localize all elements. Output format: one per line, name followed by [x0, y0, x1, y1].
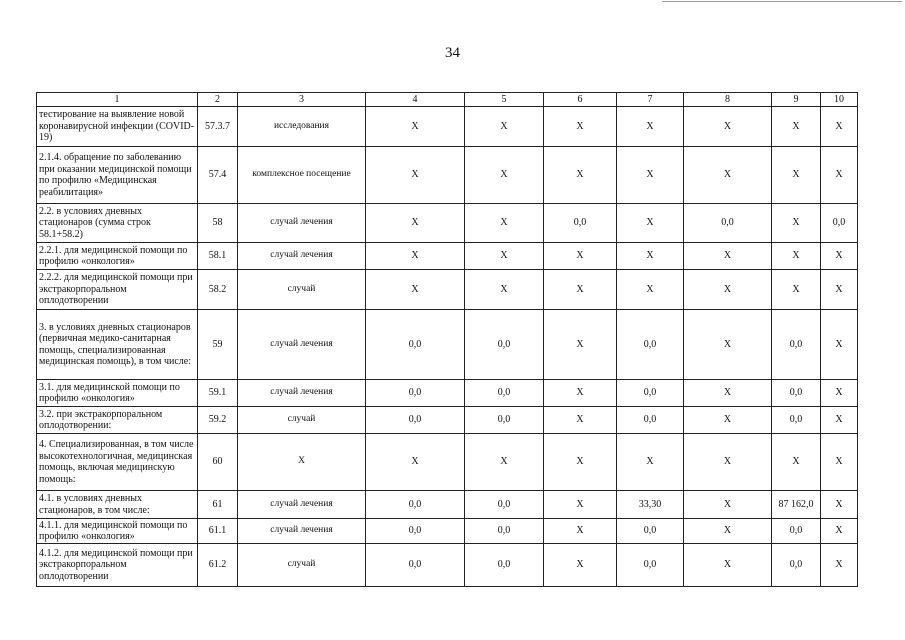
- table-row: [37, 204, 858, 243]
- unit-cell: случай лечения: [238, 243, 366, 270]
- value-cell-col4: X: [366, 434, 465, 491]
- table-row: [37, 519, 858, 544]
- value-cell-col9: X: [772, 107, 821, 147]
- table-row: [37, 243, 858, 270]
- unit-cell: случай лечения: [238, 519, 366, 544]
- value-cell-col7: X: [617, 243, 684, 270]
- column-header-6: 6: [544, 93, 617, 107]
- value-cell-col7: 0,0: [617, 380, 684, 407]
- row-code: 61.2: [198, 544, 238, 587]
- row-label: 4.1.2. для медицинской помощи при экстракорпоральном оплодотворении: [37, 544, 198, 587]
- data-table: [36, 92, 858, 587]
- row-label: 2.2.2. для медицинской помощи при экстракорпоральном оплодотворении: [37, 270, 198, 310]
- value-cell-col6: X: [544, 107, 617, 147]
- row-label: 4.1.1. для медицинской помощи по профилю «онкология»: [37, 519, 198, 544]
- value-cell-col4: X: [366, 204, 465, 243]
- row-label: 3. в условиях дневных стационаров (первичная медико-санитарная помощь, специализированная медицинская помощь), в том числе:: [37, 310, 198, 380]
- table-row: [37, 434, 858, 491]
- value-cell-col4: X: [366, 147, 465, 204]
- value-cell-col6: X: [544, 243, 617, 270]
- value-cell-col9: X: [772, 243, 821, 270]
- value-cell-col5: 0,0: [465, 491, 544, 519]
- value-cell-col7: X: [617, 270, 684, 310]
- row-code: 58.1: [198, 243, 238, 270]
- value-cell-col9: 87 162,0: [772, 491, 821, 519]
- unit-cell: комплексное посещение: [238, 147, 366, 204]
- value-cell-col5: 0,0: [465, 310, 544, 380]
- value-cell-col8: X: [684, 380, 772, 407]
- unit-cell: случай: [238, 270, 366, 310]
- value-cell-col7: 0,0: [617, 407, 684, 434]
- unit-cell: случай лечения: [238, 310, 366, 380]
- row-code: 61.1: [198, 519, 238, 544]
- row-code: 57.4: [198, 147, 238, 204]
- value-cell-col6: X: [544, 434, 617, 491]
- value-cell-col5: X: [465, 243, 544, 270]
- value-cell-col5: 0,0: [465, 519, 544, 544]
- value-cell-col4: 0,0: [366, 310, 465, 380]
- value-cell-col4: 0,0: [366, 544, 465, 587]
- value-cell-col5: X: [465, 107, 544, 147]
- table-row: [37, 544, 858, 587]
- row-label: тестирование на выявление новой коронавирусной инфекции (COVID-19): [37, 107, 198, 147]
- page-number: 34: [445, 45, 460, 61]
- row-label: 3.1. для медицинской помощи по профилю «онкология»: [37, 380, 198, 407]
- value-cell-col4: 0,0: [366, 380, 465, 407]
- column-header-3: 3: [238, 93, 366, 107]
- row-label: 3.2. при экстракорпоральном оплодотворении:: [37, 407, 198, 434]
- row-label: 2.1.4. обращение по заболеванию при оказании медицинской помощи по профилю «Медицинская реабилитация»: [37, 147, 198, 204]
- value-cell-col8: X: [684, 107, 772, 147]
- value-cell-col10: X: [821, 147, 858, 204]
- value-cell-col10: 0,0: [821, 204, 858, 243]
- value-cell-col5: 0,0: [465, 544, 544, 587]
- value-cell-col5: 0,0: [465, 380, 544, 407]
- value-cell-col8: X: [684, 270, 772, 310]
- row-label: 4. Специализированная, в том числе высокотехнологичная, медицинская помощь, включая медицинскую помощь:: [37, 434, 198, 491]
- value-cell-col10: X: [821, 380, 858, 407]
- table-row: [37, 407, 858, 434]
- column-header-8: 8: [684, 93, 772, 107]
- value-cell-col8: X: [684, 310, 772, 380]
- header-rule: [662, 1, 902, 2]
- value-cell-col10: X: [821, 243, 858, 270]
- column-header-4: 4: [366, 93, 465, 107]
- row-code: 58: [198, 204, 238, 243]
- value-cell-col7: X: [617, 107, 684, 147]
- value-cell-col9: X: [772, 147, 821, 204]
- value-cell-col8: X: [684, 519, 772, 544]
- unit-cell: случай лечения: [238, 380, 366, 407]
- value-cell-col6: X: [544, 491, 617, 519]
- value-cell-col8: X: [684, 544, 772, 587]
- value-cell-col6: X: [544, 544, 617, 587]
- value-cell-col6: X: [544, 519, 617, 544]
- column-header-10: 10: [821, 93, 858, 107]
- value-cell-col10: X: [821, 270, 858, 310]
- column-header-9: 9: [772, 93, 821, 107]
- value-cell-col4: X: [366, 243, 465, 270]
- value-cell-col5: X: [465, 204, 544, 243]
- value-cell-col7: X: [617, 147, 684, 204]
- value-cell-col4: 0,0: [366, 519, 465, 544]
- value-cell-col9: X: [772, 434, 821, 491]
- table-row: [37, 491, 858, 519]
- row-code: 59.2: [198, 407, 238, 434]
- value-cell-col5: X: [465, 147, 544, 204]
- value-cell-col8: X: [684, 243, 772, 270]
- value-cell-col7: 0,0: [617, 519, 684, 544]
- table-row: [37, 310, 858, 380]
- column-header-7: 7: [617, 93, 684, 107]
- unit-cell: случай лечения: [238, 204, 366, 243]
- value-cell-col10: X: [821, 107, 858, 147]
- value-cell-col9: X: [772, 204, 821, 243]
- value-cell-col8: X: [684, 407, 772, 434]
- unit-cell: случай: [238, 544, 366, 587]
- row-label: 4.1. в условиях дневных стационаров, в том числе:: [37, 491, 198, 519]
- value-cell-col8: X: [684, 147, 772, 204]
- value-cell-col10: X: [821, 434, 858, 491]
- value-cell-col6: 0,0: [544, 204, 617, 243]
- value-cell-col5: X: [465, 434, 544, 491]
- row-code: 57.3.7: [198, 107, 238, 147]
- table-row: [37, 380, 858, 407]
- value-cell-col7: 0,0: [617, 310, 684, 380]
- table-row: [37, 270, 858, 310]
- value-cell-col10: X: [821, 491, 858, 519]
- value-cell-col10: X: [821, 407, 858, 434]
- row-code: 58.2: [198, 270, 238, 310]
- value-cell-col8: X: [684, 491, 772, 519]
- value-cell-col10: X: [821, 310, 858, 380]
- value-cell-col9: 0,0: [772, 310, 821, 380]
- row-code: 59: [198, 310, 238, 380]
- value-cell-col6: X: [544, 407, 617, 434]
- column-header-2: 2: [198, 93, 238, 107]
- value-cell-col10: X: [821, 544, 858, 587]
- value-cell-col7: X: [617, 204, 684, 243]
- value-cell-col4: X: [366, 270, 465, 310]
- value-cell-col6: X: [544, 380, 617, 407]
- value-cell-col5: 0,0: [465, 407, 544, 434]
- value-cell-col7: X: [617, 434, 684, 491]
- unit-cell: случай лечения: [238, 491, 366, 519]
- table-header-row: [37, 93, 858, 107]
- value-cell-col7: 0,0: [617, 544, 684, 587]
- value-cell-col6: X: [544, 310, 617, 380]
- row-label: 2.2. в условиях дневных стационаров (сумма строк 58.1+58.2): [37, 204, 198, 243]
- value-cell-col9: 0,0: [772, 544, 821, 587]
- unit-cell: X: [238, 434, 366, 491]
- row-code: 59.1: [198, 380, 238, 407]
- table-row: [37, 107, 858, 147]
- row-code: 60: [198, 434, 238, 491]
- value-cell-col7: 33,30: [617, 491, 684, 519]
- value-cell-col6: X: [544, 270, 617, 310]
- value-cell-col8: X: [684, 434, 772, 491]
- unit-cell: исследования: [238, 107, 366, 147]
- table-row: [37, 147, 858, 204]
- value-cell-col5: X: [465, 270, 544, 310]
- value-cell-col10: X: [821, 519, 858, 544]
- column-header-5: 5: [465, 93, 544, 107]
- value-cell-col9: X: [772, 270, 821, 310]
- value-cell-col4: 0,0: [366, 407, 465, 434]
- row-label: 2.2.1. для медицинской помощи по профилю «онкология»: [37, 243, 198, 270]
- value-cell-col4: X: [366, 107, 465, 147]
- row-code: 61: [198, 491, 238, 519]
- column-header-1: 1: [37, 93, 198, 107]
- value-cell-col9: 0,0: [772, 407, 821, 434]
- value-cell-col6: X: [544, 147, 617, 204]
- value-cell-col9: 0,0: [772, 519, 821, 544]
- value-cell-col4: 0,0: [366, 491, 465, 519]
- value-cell-col8: 0,0: [684, 204, 772, 243]
- value-cell-col9: 0,0: [772, 380, 821, 407]
- unit-cell: случай: [238, 407, 366, 434]
